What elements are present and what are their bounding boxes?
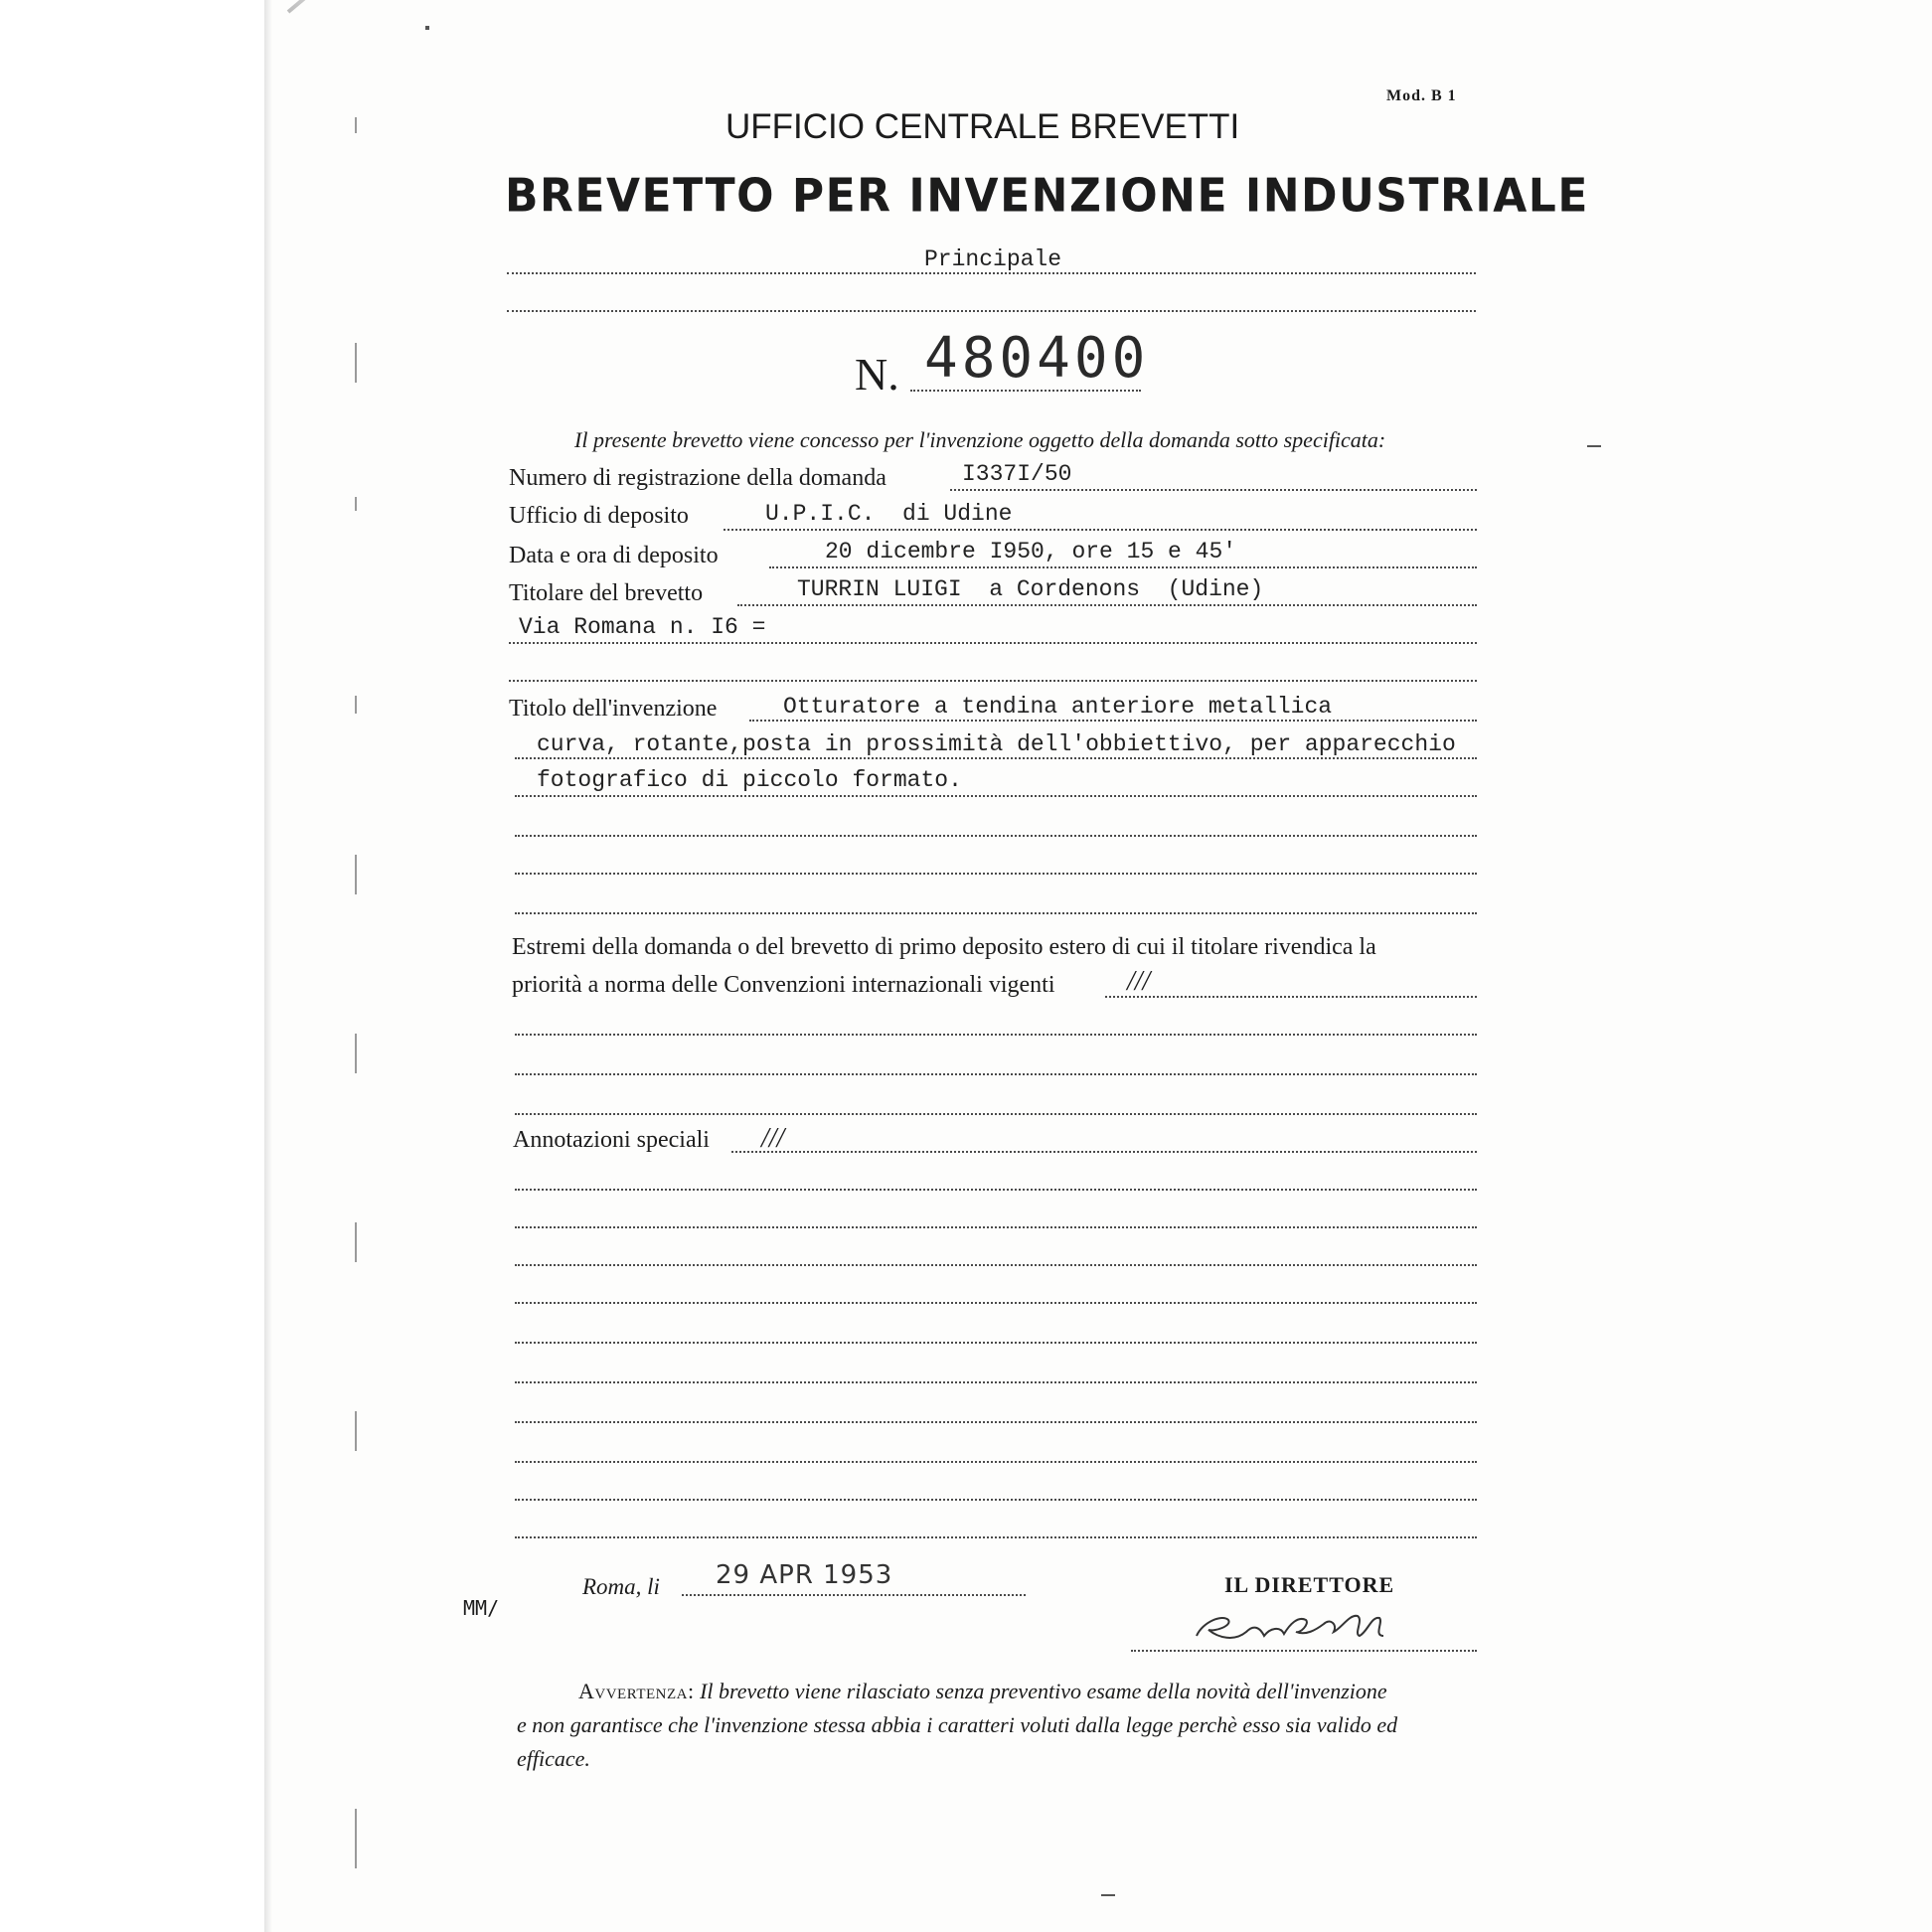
margin-mark — [355, 343, 357, 383]
dotted-line — [749, 720, 1477, 722]
speck — [1587, 445, 1601, 447]
title-line-1: Otturatore a tendina anteriore metallica — [783, 694, 1333, 720]
holder-address: Via Romana n. I6 = — [519, 614, 766, 640]
title-line-2: curva, rotante,posta in prossimità dell'obbiettivo, per apparecchio — [537, 731, 1456, 757]
holder-label: Titolare del brevetto — [509, 580, 704, 606]
director-signature — [1189, 1602, 1417, 1650]
warning-text-3: efficace. — [517, 1746, 590, 1771]
dotted-line — [769, 566, 1477, 568]
margin-mark — [355, 1034, 357, 1073]
priority-label-line-1: Estremi della domanda o del brevetto di primo deposito estero di cui il titolare rivendica la — [512, 934, 1376, 960]
date-value: 20 dicembre I950, ore 15 e 45' — [825, 539, 1237, 564]
typist-initials: MM/ — [463, 1596, 500, 1620]
notes-label: Annotazioni speciali — [513, 1127, 710, 1153]
title-line-3: fotografico di piccolo formato. — [537, 767, 962, 793]
margin-mark — [355, 855, 357, 894]
dotted-line — [515, 1342, 1477, 1344]
dotted-line — [950, 489, 1477, 491]
dotted-line — [1131, 1650, 1477, 1652]
dotted-line — [731, 1151, 1477, 1153]
dotted-line — [515, 1189, 1477, 1191]
warning-line-1 — [517, 1674, 1481, 1708]
dotted-line — [515, 1034, 1477, 1036]
dotted-line — [910, 390, 1141, 392]
dotted-line — [515, 1113, 1477, 1115]
margin-mark — [355, 117, 357, 133]
dotted-line — [515, 912, 1477, 914]
margin-mark — [355, 497, 357, 511]
date-label: Data e ora di deposito — [509, 543, 719, 568]
dotted-line — [515, 1499, 1477, 1501]
holder-value: TURRIN LUIGI a Cordenons (Udine) — [797, 576, 1264, 602]
place-label: Roma, li — [582, 1574, 660, 1599]
patent-number-prefix: N. — [855, 349, 899, 400]
priority-value: /// — [1127, 966, 1151, 997]
director-label: IL DIRETTORE — [1224, 1572, 1395, 1597]
form-code: Mod. B 1 — [1386, 87, 1457, 104]
margin-mark — [355, 1809, 357, 1868]
dotted-line — [515, 1226, 1477, 1228]
dotted-line — [515, 873, 1477, 875]
page-edge-shadow — [264, 0, 272, 1932]
dotted-line — [737, 604, 1477, 606]
title-label: Titolo dell'invenzione — [509, 696, 718, 722]
document-title: BREVETTO PER INVENZIONE INDUSTRIALE — [505, 169, 1589, 224]
warning-text-2: e non garantisce che l'invenzione stessa abbia i caratteri voluti dalla legge perchè esso sia valido ed — [517, 1712, 1398, 1737]
notes-value: /// — [761, 1123, 785, 1154]
dotted-line — [515, 795, 1477, 797]
dotted-line — [515, 1264, 1477, 1266]
dotted-line — [509, 642, 1477, 644]
dotted-line — [515, 1073, 1477, 1075]
date-stamp: 29 APR 1953 — [716, 1560, 893, 1590]
dotted-line — [515, 1421, 1477, 1423]
patent-type: Principale — [924, 246, 1062, 272]
dotted-line — [724, 529, 1477, 531]
office-heading: UFFICIO CENTRALE BREVETTI — [725, 107, 1240, 146]
dotted-line — [1105, 996, 1477, 998]
margin-mark — [355, 1411, 357, 1451]
registration-value: I337I/50 — [962, 461, 1072, 487]
dotted-line — [515, 1461, 1477, 1463]
office-value: U.P.I.C. di Udine — [765, 501, 1013, 527]
priority-label-line-2: priorità a norma delle Convenzioni internazionali vigenti — [512, 972, 1055, 998]
speck — [425, 26, 429, 30]
speck — [1101, 1894, 1115, 1896]
dotted-line — [507, 310, 1476, 312]
margin-mark — [355, 696, 357, 714]
registration-label: Numero di registrazione della domanda — [509, 465, 886, 491]
margin-mark — [355, 1222, 357, 1262]
dotted-line — [515, 1536, 1477, 1538]
dotted-line — [509, 680, 1477, 682]
dotted-line — [682, 1594, 1026, 1596]
dotted-line — [515, 1381, 1477, 1383]
dotted-line — [515, 757, 1477, 759]
patent-number: 480400 — [924, 326, 1150, 391]
warning-text-1: Il brevetto viene rilasciato senza preventivo esame della novità dell'invenzione — [700, 1679, 1387, 1703]
office-label: Ufficio di deposito — [509, 503, 689, 529]
warning-label: Avvertenza: — [578, 1679, 695, 1703]
intro-text: Il presente brevetto viene concesso per l'invenzione oggetto della domanda sotto specificata: — [574, 427, 1386, 452]
dotted-line — [515, 835, 1477, 837]
document-page — [268, 0, 1932, 1932]
dotted-line — [515, 1302, 1477, 1304]
dotted-line — [507, 272, 1476, 274]
